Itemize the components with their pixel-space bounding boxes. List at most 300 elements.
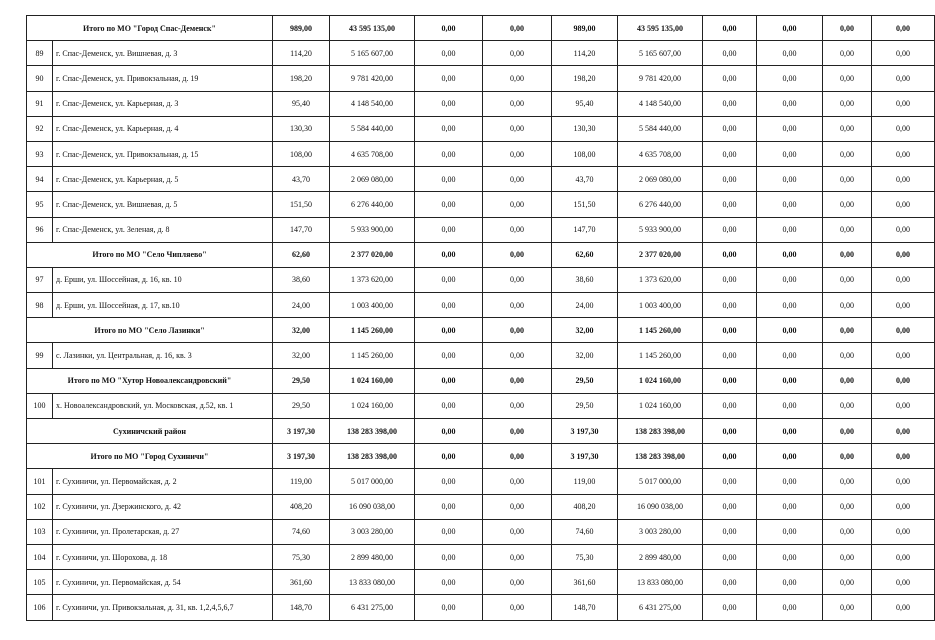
table-row [27,192,935,217]
value-cell: 0,00 [757,343,823,368]
value-cell: 0,00 [483,16,552,41]
value-cell: 361,60 [552,570,618,595]
value-cell: 0,00 [757,217,823,242]
row-number: 94 [27,167,53,192]
value-cell: 0,00 [483,343,552,368]
address-cell: г. Спас-Деменск, ул. Карьерная, д. 3 [53,91,273,116]
value-cell: 62,60 [552,242,618,267]
address-cell: г. Спас-Деменск, ул. Карьерная, д. 4 [53,116,273,141]
address-cell: д. Ерши, ул. Шоссейная, д. 17, кв.10 [53,293,273,318]
value-cell: 0,00 [872,41,935,66]
subtotal-label: Итого по МО "Город Спас-Деменск" [27,16,273,41]
value-cell: 198,20 [552,66,618,91]
value-cell: 75,30 [552,544,618,569]
table-row [27,293,935,318]
value-cell: 0,00 [415,469,483,494]
value-cell: 0,00 [703,242,757,267]
value-cell: 0,00 [415,91,483,116]
value-cell: 0,00 [823,293,872,318]
value-cell: 1 145 260,00 [618,343,703,368]
value-cell: 0,00 [483,217,552,242]
value-cell: 151,50 [552,192,618,217]
value-cell: 2 899 480,00 [330,544,415,569]
address-cell: г. Сухиничи, ул. Первомайская, д. 54 [53,570,273,595]
value-cell: 38,60 [552,267,618,292]
value-cell: 0,00 [483,544,552,569]
value-cell: 32,00 [552,343,618,368]
value-cell: 0,00 [757,41,823,66]
value-cell: 1 024 160,00 [618,368,703,393]
value-cell: 0,00 [757,116,823,141]
value-cell: 0,00 [823,242,872,267]
value-cell: 0,00 [757,419,823,444]
value-cell: 4 148 540,00 [330,91,415,116]
value-cell: 0,00 [703,393,757,418]
value-cell: 5 165 607,00 [618,41,703,66]
value-cell: 43 595 135,00 [618,16,703,41]
value-cell: 95,40 [552,91,618,116]
value-cell: 1 373 620,00 [618,267,703,292]
row-number: 93 [27,141,53,166]
table-row [27,393,935,418]
value-cell: 0,00 [757,16,823,41]
row-number: 101 [27,469,53,494]
value-cell: 3 197,30 [552,419,618,444]
value-cell: 0,00 [483,419,552,444]
row-number: 100 [27,393,53,418]
value-cell: 38,60 [273,267,330,292]
value-cell: 119,00 [273,469,330,494]
value-cell: 0,00 [757,267,823,292]
value-cell: 114,20 [273,41,330,66]
value-cell: 0,00 [823,419,872,444]
value-cell: 75,30 [273,544,330,569]
value-cell: 0,00 [483,91,552,116]
value-cell: 130,30 [552,116,618,141]
table-row [27,494,935,519]
value-cell: 29,50 [273,368,330,393]
value-cell: 0,00 [872,519,935,544]
table-row [27,595,935,620]
value-cell: 0,00 [757,318,823,343]
value-cell: 151,50 [273,192,330,217]
row-number: 104 [27,544,53,569]
value-cell: 5 933 900,00 [618,217,703,242]
subtotal-label: Итого по МО "Село Чипляево" [27,242,273,267]
value-cell: 0,00 [415,368,483,393]
value-cell: 43,70 [273,167,330,192]
value-cell: 0,00 [415,494,483,519]
value-cell: 0,00 [823,318,872,343]
value-cell: 5 933 900,00 [330,217,415,242]
value-cell: 0,00 [703,570,757,595]
table-row [27,167,935,192]
value-cell: 147,70 [273,217,330,242]
value-cell: 0,00 [872,16,935,41]
value-cell: 0,00 [823,141,872,166]
value-cell: 0,00 [415,192,483,217]
value-cell: 0,00 [757,66,823,91]
value-cell: 0,00 [415,343,483,368]
value-cell: 0,00 [757,444,823,469]
value-cell: 0,00 [823,368,872,393]
value-cell: 0,00 [823,393,872,418]
value-cell: 13 833 080,00 [330,570,415,595]
value-cell: 138 283 398,00 [330,444,415,469]
value-cell: 1 003 400,00 [330,293,415,318]
value-cell: 0,00 [415,217,483,242]
address-cell: г. Спас-Деменск, ул. Зеленая, д. 8 [53,217,273,242]
row-number: 106 [27,595,53,620]
value-cell: 95,40 [273,91,330,116]
value-cell: 0,00 [872,318,935,343]
value-cell: 1 145 260,00 [330,343,415,368]
table-row [27,116,935,141]
value-cell: 6 276 440,00 [618,192,703,217]
value-cell: 0,00 [415,16,483,41]
value-cell: 0,00 [415,293,483,318]
value-cell: 0,00 [757,368,823,393]
subtotal-row [27,444,935,469]
value-cell: 0,00 [483,318,552,343]
value-cell: 0,00 [415,519,483,544]
value-cell: 0,00 [757,494,823,519]
row-number: 90 [27,66,53,91]
row-number: 95 [27,192,53,217]
value-cell: 148,70 [552,595,618,620]
address-cell: г. Сухиничи, ул. Шорохова, д. 18 [53,544,273,569]
value-cell: 0,00 [703,41,757,66]
subtotal-label: Итого по МО "Хутор Новоалександровский" [27,368,273,393]
subtotal-label: Итого по МО "Село Лазинки" [27,318,273,343]
value-cell: 0,00 [415,570,483,595]
address-cell: г. Спас-Деменск, ул. Карьерная, д. 5 [53,167,273,192]
value-cell: 43,70 [552,167,618,192]
value-cell: 0,00 [703,343,757,368]
value-cell: 0,00 [823,595,872,620]
value-cell: 4 635 708,00 [330,141,415,166]
value-cell: 0,00 [483,41,552,66]
value-cell: 0,00 [757,519,823,544]
row-number: 97 [27,267,53,292]
value-cell: 0,00 [823,41,872,66]
value-cell: 1 024 160,00 [330,368,415,393]
value-cell: 3 197,30 [552,444,618,469]
value-cell: 2 899 480,00 [618,544,703,569]
value-cell: 108,00 [273,141,330,166]
value-cell: 148,70 [273,595,330,620]
value-cell: 0,00 [415,267,483,292]
value-cell: 361,60 [273,570,330,595]
value-cell: 2 377 020,00 [618,242,703,267]
value-cell: 62,60 [273,242,330,267]
value-cell: 0,00 [823,570,872,595]
value-cell: 0,00 [823,16,872,41]
value-cell: 0,00 [872,91,935,116]
value-cell: 0,00 [483,469,552,494]
value-cell: 1 024 160,00 [618,393,703,418]
value-cell: 130,30 [273,116,330,141]
value-cell: 3 003 280,00 [330,519,415,544]
address-cell: г. Спас-Деменск, ул. Привокзальная, д. 19 [53,66,273,91]
value-cell: 0,00 [872,167,935,192]
value-cell: 0,00 [415,167,483,192]
value-cell: 0,00 [872,368,935,393]
subtotal-row [27,318,935,343]
value-cell: 0,00 [483,494,552,519]
value-cell: 0,00 [872,116,935,141]
value-cell: 4 148 540,00 [618,91,703,116]
value-cell: 6 431 275,00 [330,595,415,620]
value-cell: 5 584 440,00 [330,116,415,141]
value-cell: 408,20 [273,494,330,519]
value-cell: 0,00 [483,595,552,620]
value-cell: 0,00 [703,444,757,469]
value-cell: 0,00 [703,66,757,91]
value-cell: 5 017 000,00 [330,469,415,494]
address-cell: х. Новоалександровский, ул. Московская, д.52, кв. 1 [53,393,273,418]
table-row [27,469,935,494]
value-cell: 6 276 440,00 [330,192,415,217]
value-cell: 0,00 [415,141,483,166]
value-cell: 0,00 [703,217,757,242]
address-cell: г. Спас-Деменск, ул. Вишневая, д. 5 [53,192,273,217]
value-cell: 4 635 708,00 [618,141,703,166]
value-cell: 29,50 [273,393,330,418]
value-cell: 1 024 160,00 [330,393,415,418]
table-row [27,41,935,66]
address-cell: г. Сухиничи, ул. Пролетарская, д. 27 [53,519,273,544]
table-row [27,217,935,242]
value-cell: 0,00 [823,544,872,569]
value-cell: 0,00 [483,368,552,393]
value-cell: 32,00 [273,343,330,368]
value-cell: 0,00 [483,167,552,192]
value-cell: 198,20 [273,66,330,91]
value-cell: 0,00 [483,141,552,166]
value-cell: 2 377 020,00 [330,242,415,267]
value-cell: 0,00 [872,444,935,469]
subtotal-row [27,16,935,41]
subtotal-label: Итого по МО "Город Сухиничи" [27,444,273,469]
value-cell: 0,00 [703,544,757,569]
value-cell: 0,00 [483,116,552,141]
value-cell: 0,00 [703,267,757,292]
value-cell: 1 145 260,00 [618,318,703,343]
value-cell: 0,00 [823,444,872,469]
value-cell: 1 145 260,00 [330,318,415,343]
subtotal-row [27,368,935,393]
value-cell: 2 069 080,00 [330,167,415,192]
value-cell: 0,00 [872,494,935,519]
value-cell: 0,00 [703,116,757,141]
value-cell: 0,00 [872,595,935,620]
value-cell: 114,20 [552,41,618,66]
value-cell: 32,00 [273,318,330,343]
value-cell: 0,00 [703,469,757,494]
value-cell: 119,00 [552,469,618,494]
table-row [27,343,935,368]
value-cell: 0,00 [872,217,935,242]
value-cell: 0,00 [703,318,757,343]
value-cell: 0,00 [483,519,552,544]
table-row [27,66,935,91]
value-cell: 5 165 607,00 [330,41,415,66]
value-cell: 0,00 [823,66,872,91]
value-cell: 0,00 [757,293,823,318]
value-cell: 3 197,30 [273,444,330,469]
value-cell: 0,00 [872,267,935,292]
value-cell: 0,00 [757,544,823,569]
value-cell: 0,00 [757,242,823,267]
value-cell: 0,00 [823,217,872,242]
value-cell: 0,00 [872,242,935,267]
value-cell: 24,00 [552,293,618,318]
value-cell: 43 595 135,00 [330,16,415,41]
value-cell: 0,00 [483,66,552,91]
address-cell: с. Лазинки, ул. Центральная, д. 16, кв. 3 [53,343,273,368]
value-cell: 0,00 [415,444,483,469]
value-cell: 0,00 [872,469,935,494]
value-cell: 0,00 [703,368,757,393]
value-cell: 408,20 [552,494,618,519]
value-cell: 0,00 [823,167,872,192]
value-cell: 1 003 400,00 [618,293,703,318]
value-cell: 0,00 [703,419,757,444]
row-number: 105 [27,570,53,595]
value-cell: 0,00 [483,444,552,469]
value-cell: 0,00 [415,595,483,620]
value-cell: 74,60 [552,519,618,544]
value-cell: 0,00 [823,192,872,217]
value-cell: 147,70 [552,217,618,242]
value-cell: 0,00 [703,91,757,116]
value-cell: 0,00 [757,167,823,192]
value-cell: 9 781 420,00 [618,66,703,91]
value-cell: 0,00 [823,116,872,141]
value-cell: 29,50 [552,393,618,418]
table-row [27,267,935,292]
value-cell: 0,00 [872,419,935,444]
value-cell: 138 283 398,00 [618,419,703,444]
value-cell: 74,60 [273,519,330,544]
row-number: 99 [27,343,53,368]
value-cell: 13 833 080,00 [618,570,703,595]
subtotal-label: Сухиничский район [27,419,273,444]
address-cell: г. Сухиничи, ул. Дзержинского, д. 42 [53,494,273,519]
row-number: 98 [27,293,53,318]
subtotal-row [27,419,935,444]
value-cell: 9 781 420,00 [330,66,415,91]
value-cell: 0,00 [703,192,757,217]
value-cell: 108,00 [552,141,618,166]
value-cell: 0,00 [703,293,757,318]
table-row [27,519,935,544]
address-cell: г. Спас-Деменск, ул. Привокзальная, д. 15 [53,141,273,166]
value-cell: 0,00 [872,343,935,368]
value-cell: 32,00 [552,318,618,343]
value-cell: 0,00 [483,242,552,267]
value-cell: 989,00 [273,16,330,41]
value-cell: 29,50 [552,368,618,393]
value-cell: 0,00 [757,595,823,620]
value-cell: 0,00 [703,167,757,192]
value-cell: 0,00 [483,393,552,418]
row-number: 89 [27,41,53,66]
value-cell: 3 197,30 [273,419,330,444]
value-cell: 989,00 [552,16,618,41]
address-cell: г. Сухиничи, ул. Первомайская, д. 2 [53,469,273,494]
address-cell: г. Спас-Деменск, ул. Вишневая, д. 3 [53,41,273,66]
address-cell: д. Ерши, ул. Шоссейная, д. 16, кв. 10 [53,267,273,292]
value-cell: 138 283 398,00 [330,419,415,444]
row-number: 92 [27,116,53,141]
value-cell: 0,00 [872,544,935,569]
row-number: 96 [27,217,53,242]
row-number: 102 [27,494,53,519]
table-row [27,544,935,569]
value-cell: 0,00 [415,419,483,444]
value-cell: 16 090 038,00 [618,494,703,519]
value-cell: 0,00 [757,141,823,166]
value-cell: 6 431 275,00 [618,595,703,620]
value-cell: 0,00 [757,192,823,217]
value-cell: 3 003 280,00 [618,519,703,544]
value-cell: 2 069 080,00 [618,167,703,192]
value-cell: 0,00 [823,494,872,519]
value-cell: 0,00 [703,519,757,544]
row-number: 91 [27,91,53,116]
value-cell: 0,00 [757,91,823,116]
table-row [27,570,935,595]
table-row [27,91,935,116]
value-cell: 0,00 [415,116,483,141]
row-number: 103 [27,519,53,544]
value-cell: 0,00 [757,570,823,595]
value-cell: 0,00 [483,192,552,217]
value-cell: 0,00 [757,469,823,494]
value-cell: 0,00 [823,267,872,292]
value-cell: 1 373 620,00 [330,267,415,292]
value-cell: 0,00 [823,343,872,368]
value-cell: 138 283 398,00 [618,444,703,469]
value-cell: 5 584 440,00 [618,116,703,141]
value-cell: 5 017 000,00 [618,469,703,494]
value-cell: 0,00 [703,494,757,519]
value-cell: 0,00 [823,91,872,116]
table-row [27,141,935,166]
value-cell: 0,00 [415,66,483,91]
value-cell: 0,00 [703,595,757,620]
value-cell: 0,00 [415,393,483,418]
value-cell: 0,00 [823,469,872,494]
value-cell: 0,00 [757,393,823,418]
value-cell: 0,00 [415,242,483,267]
value-cell: 0,00 [415,318,483,343]
value-cell: 24,00 [273,293,330,318]
value-cell: 0,00 [872,293,935,318]
value-cell: 0,00 [483,267,552,292]
register-table [26,15,935,621]
address-cell: г. Сухиничи, ул. Привокзальная, д. 31, кв. 1,2,4,5,6,7 [53,595,273,620]
value-cell: 0,00 [823,519,872,544]
value-cell: 0,00 [703,16,757,41]
value-cell: 0,00 [483,293,552,318]
value-cell: 0,00 [872,393,935,418]
subtotal-row [27,242,935,267]
value-cell: 0,00 [872,192,935,217]
value-cell: 0,00 [872,66,935,91]
